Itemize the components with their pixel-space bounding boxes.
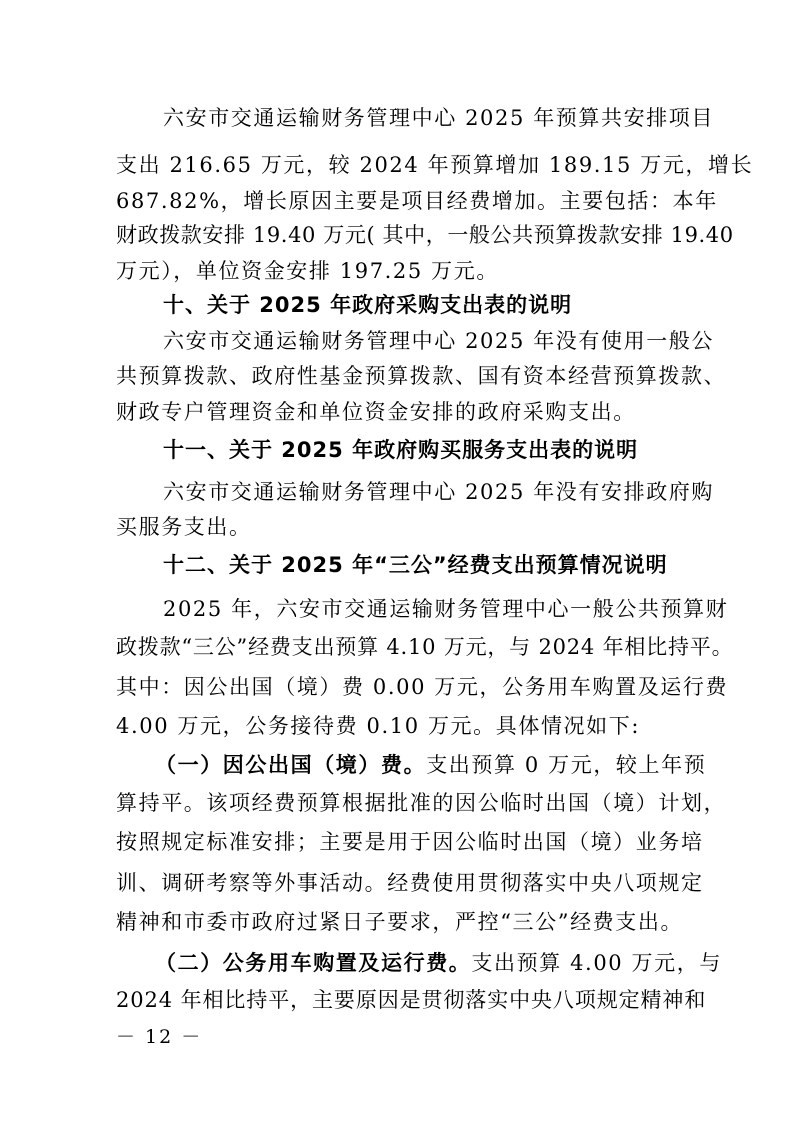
p5-line1-text: 支出预算 0 万元，较上年预 bbox=[426, 753, 707, 777]
p1-line5: 万元），单位资金安排 197.25 万元。 bbox=[116, 259, 499, 283]
p4-line1: 2025 年，六安市交通运输财务管理中心一般公共预算财 bbox=[163, 597, 729, 621]
p3-line1: 六安市交通运输财务管理中心 2025 年没有安排政府购 bbox=[163, 480, 714, 504]
section-12-heading: 十二、关于 2025 年“三公”经费支出预算情况说明 bbox=[163, 553, 668, 577]
page-number: － 12 － bbox=[116, 1026, 203, 1048]
p4-line2: 政拨款“三公”经费支出预算 4.10 万元，与 2024 年相比持平。 bbox=[116, 635, 734, 659]
p5-line5: 精神和市委市政府过紧日子要求，严控“三公”经费支出。 bbox=[116, 910, 684, 934]
p6-heading: （二）公务用车购置及运行费。 bbox=[155, 951, 472, 975]
p6-line1-text: 支出预算 4.00 万元，与 bbox=[471, 951, 722, 975]
section-10-heading: 十、关于 2025 年政府采购支出表的说明 bbox=[163, 293, 573, 317]
p1-line3: 687.82%，增长原因主要是项目经费增加。主要包括：本年 bbox=[116, 189, 718, 213]
p5-line1 bbox=[155, 755, 706, 776]
p3-line2: 买服务支出。 bbox=[116, 515, 252, 539]
p2-line1: 六安市交通运输财务管理中心 2025 年没有使用一般公 bbox=[163, 329, 714, 353]
p1-line2: 支出 216.65 万元，较 2024 年预算增加 189.15 万元，增长 bbox=[116, 153, 754, 177]
p4-line4: 4.00 万元，公务接待费 0.10 万元。具体情况如下: bbox=[116, 714, 641, 738]
p1-line1: 六安市交通运输财务管理中心 2025 年预算共安排项目 bbox=[163, 106, 714, 130]
p5-line4: 训、调研考察等外事活动。经费使用贯彻落实中央八项规定 bbox=[116, 871, 704, 895]
p5-line3: 按照规定标准安排；主要是用于因公临时出国（境）业务培 bbox=[116, 830, 704, 854]
p4-line3: 其中：因公出国（境）费 0.00 万元，公务用车购置及运行费 bbox=[116, 675, 729, 699]
p6-line1 bbox=[155, 953, 722, 974]
section-11-heading: 十一、关于 2025 年政府购买服务支出表的说明 bbox=[163, 438, 639, 462]
p2-line2: 共预算拨款、政府性基金预算拨款、国有资本经营预算拨款、 bbox=[116, 364, 727, 388]
p2-line3: 财政专户管理资金和单位资金安排的政府采购支出。 bbox=[116, 400, 636, 424]
p5-line2: 算持平。该项经费预算根据批准的因公临时出国（境）计划， bbox=[116, 791, 727, 815]
p5-heading: （一）因公出国（境）费。 bbox=[155, 753, 427, 777]
p6-line2: 2024 年相比持平，主要原因是贯彻落实中央八项规定精神和 bbox=[116, 988, 707, 1012]
p1-line4: 财政拨款安排 19.40 万元( 其中，一般公共预算拨款安排 19.40 bbox=[116, 223, 734, 247]
